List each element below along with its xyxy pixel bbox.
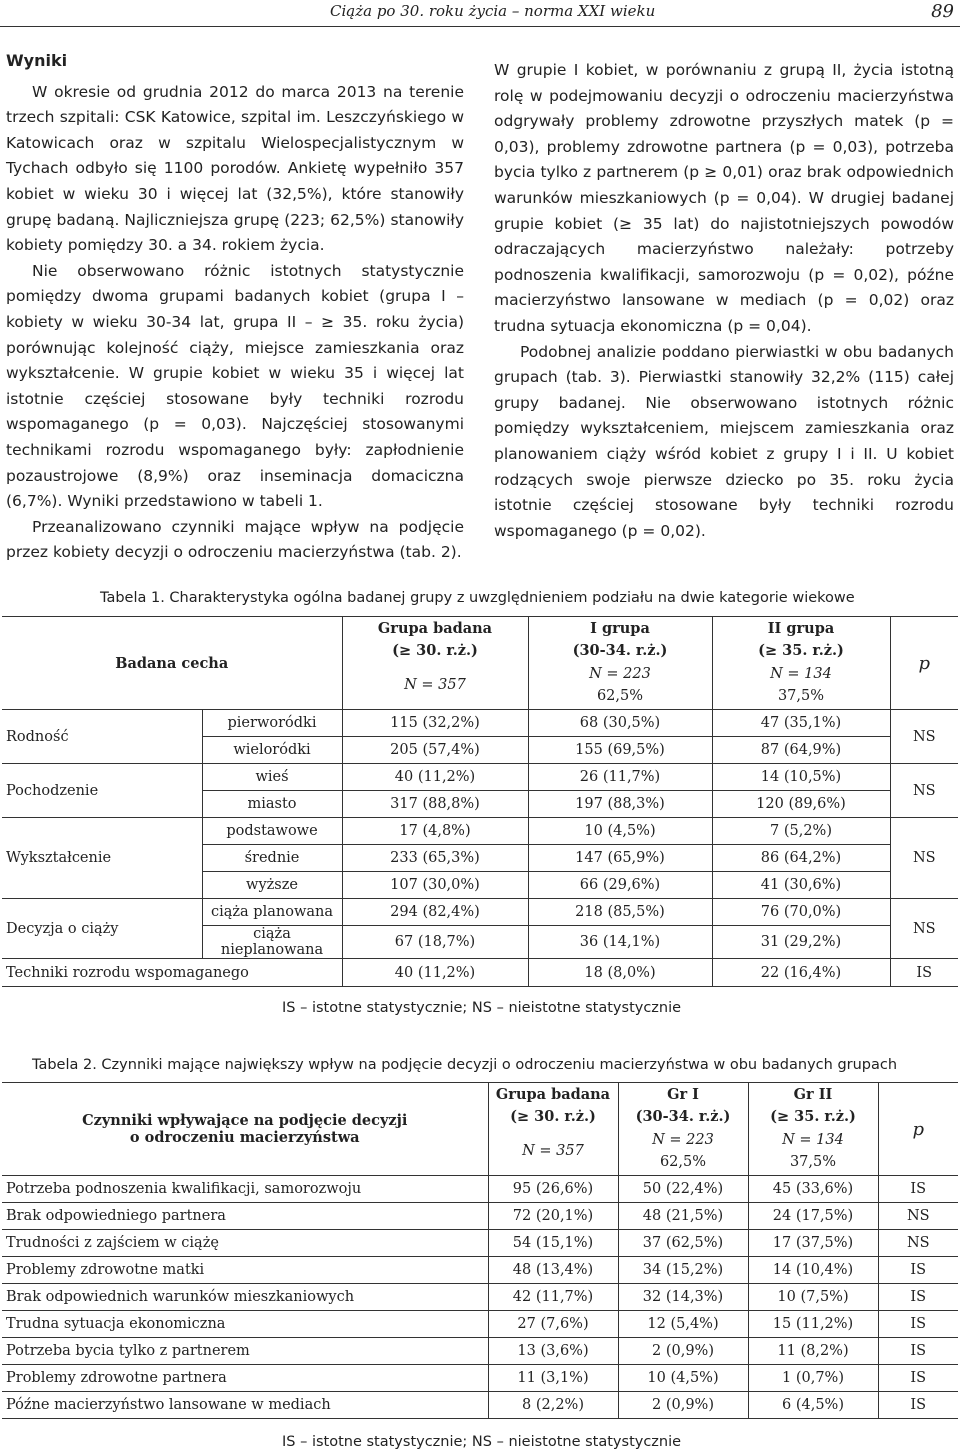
- g2-pct: 37,5%: [777, 688, 825, 704]
- sub-label: wyższe: [202, 872, 342, 899]
- row-label: Trudności z zajściem w ciążę: [2, 1230, 488, 1257]
- sub-label: miasto: [202, 791, 342, 818]
- cell: 120 (89,6%): [712, 791, 890, 818]
- p-cell: NS: [890, 710, 958, 764]
- paragraph: Nie obserwowano różnic istotnych statystycznie pomiędzy dwoma grupami badanych kobiet (grupa I – kobiety w wieku 30-34 lat, grupa II – ≥ 35. roku życia) porównując kolejność ciąży, miejsce zamieszkania oraz wykształcenie. W grupie kobiet w wieku 35 i więcej lat istotnie częściej stosowane były techniki rozrodu wspomaganego (p = 0,03). Najczęściej stosowanymi technikami rozrodu wspomaganego były: zapłodnienie pozaustrojowe (8,9%) oraz inseminacja domaciczna (6,7%). Wyniki przedstawiono w tabeli 1.: [6, 261, 464, 511]
- g1-pct: 62,5%: [659, 1154, 707, 1170]
- table1-header-row: [2, 617, 958, 640]
- section-title: Wyniki: [6, 51, 68, 70]
- g1-n: N = 223: [589, 666, 651, 682]
- col-header-all: Grupa badana: [342, 617, 528, 640]
- cell: 76 (70,0%): [712, 899, 890, 926]
- table-row: [2, 959, 958, 987]
- cell: 68 (30,5%): [528, 710, 712, 737]
- sub-label: średnie: [202, 845, 342, 872]
- cell: 197 (88,3%): [528, 791, 712, 818]
- p-cell: IS: [878, 1311, 958, 1338]
- cell: 50 (22,4%): [618, 1176, 748, 1203]
- col-header-feature: Badana cecha: [2, 617, 342, 710]
- cell: 14 (10,4%): [748, 1257, 878, 1284]
- col-header-g2-n: [748, 1127, 878, 1176]
- cell: 72 (20,1%): [488, 1203, 618, 1230]
- cell: 40 (11,2%): [342, 959, 528, 987]
- p-cell: NS: [878, 1230, 958, 1257]
- cell: 18 (8,0%): [528, 959, 712, 987]
- p-cell: IS: [878, 1338, 958, 1365]
- col-header-g2-n: [712, 661, 890, 710]
- p-cell: NS: [890, 818, 958, 899]
- table-row: [2, 818, 958, 845]
- row-label: Problemy zdrowotne partnera: [2, 1365, 488, 1392]
- cell: 31 (29,2%): [712, 926, 890, 959]
- cell: 87 (64,9%): [712, 737, 890, 764]
- cell: 10 (4,5%): [528, 818, 712, 845]
- table-row: [2, 764, 958, 791]
- col-header-all-n: N = 357: [488, 1127, 618, 1176]
- g2-pct: 37,5%: [789, 1154, 837, 1170]
- table-row: [2, 1230, 958, 1257]
- row-label: Brak odpowiednich warunków mieszkaniowych: [2, 1284, 488, 1311]
- cell: 10 (4,5%): [618, 1365, 748, 1392]
- cell: 26 (11,7%): [528, 764, 712, 791]
- col-header-g2: Gr II: [748, 1083, 878, 1106]
- cell: 47 (35,1%): [712, 710, 890, 737]
- cell: 24 (17,5%): [748, 1203, 878, 1230]
- cell: 66 (29,6%): [528, 872, 712, 899]
- table-row: [2, 1365, 958, 1392]
- p-cell: IS: [890, 959, 958, 987]
- sub-label: ciąża nieplanowana: [202, 926, 342, 959]
- p-cell: NS: [890, 899, 958, 959]
- row-label: Trudna sytuacja ekonomiczna: [2, 1311, 488, 1338]
- group-label: Rodność: [2, 710, 202, 764]
- table-row: [2, 1203, 958, 1230]
- row-label: Brak odpowiedniego partnera: [2, 1203, 488, 1230]
- sub-label: podstawowe: [202, 818, 342, 845]
- table-row: [2, 1176, 958, 1203]
- cell: 107 (30,0%): [342, 872, 528, 899]
- col-header-all-age: (≥ 30. r.ż.): [488, 1105, 618, 1127]
- cell: 48 (21,5%): [618, 1203, 748, 1230]
- cell: 32 (14,3%): [618, 1284, 748, 1311]
- paragraph: W grupie I kobiet, w porównaniu z grupą II, życia istotną rolę w podejmowaniu decyzji o odroczeniu macierzyństwa odgrywały problemy zdrowotne przyszłych matek (p = 0,03), problemy zdrowotne partnera (p = 0,03), potrzeba bycia tylko z partnerem (p ≥ 0,01) oraz brak odpowiednich warunków mieszkaniowych (p = 0,04). W drugiej badanej grupie kobiet (≥ 35 lat) do najistotniejszych powodów odraczających macierzyństwo należały: potrzeby podnoszenia kwalifikacji, samorozwoju (p = 0,02), późne macierzyństwo lansowane w mediach (p = 0,02) oraz trudna sytuacja ekonomiczna (p = 0,04).: [494, 61, 954, 335]
- table1-caption: Tabela 1. Charakterystyka ogólna badanej grupy z uwzględnieniem podziału na dwie kategorie wiekowe: [100, 590, 855, 606]
- p-cell: IS: [878, 1284, 958, 1311]
- table1: [2, 616, 958, 987]
- cell: 11 (8,2%): [748, 1338, 878, 1365]
- table-row: [2, 1338, 958, 1365]
- cell: 95 (26,6%): [488, 1176, 618, 1203]
- row-label: Problemy zdrowotne matki: [2, 1257, 488, 1284]
- table2-caption: Tabela 2. Czynniki mające największy wpływ na podjęcie decyzji o odroczeniu macierzyństwa w obu badanych grupach: [32, 1057, 898, 1073]
- group-label: Pochodzenie: [2, 764, 202, 818]
- p-cell: IS: [878, 1176, 958, 1203]
- paragraph: Przeanalizowano czynniki mające wpływ na podjęcie przez kobiety decyzji o odroczeniu macierzyństwa (tab. 2).: [6, 517, 464, 562]
- table2-body: [2, 1176, 958, 1419]
- group-label: Decyzja o ciąży: [2, 899, 202, 959]
- sub-label: ciąża planowana: [202, 899, 342, 926]
- table1-note: IS – istotne statystycznie; NS – nieistotne statystycznie: [282, 1000, 682, 1016]
- cell: 22 (16,4%): [712, 959, 890, 987]
- cell: 2 (0,9%): [618, 1392, 748, 1419]
- row-label: Późne macierzyństwo lansowane w mediach: [2, 1392, 488, 1419]
- cell: 115 (32,2%): [342, 710, 528, 737]
- col-header-g1: I grupa: [528, 617, 712, 640]
- g2-n: N = 134: [782, 1132, 844, 1148]
- row-label: Techniki rozrodu wspomaganego: [2, 959, 342, 987]
- paragraph: W okresie od grudnia 2012 do marca 2013 na terenie trzech szpitali: CSK Katowice, szpital im. Leszczyńskiego w Katowicach oraz w szpitalu Wielospecjalistycznym w Tychach odbyło się 1100 porodów. Ankietę wypełniło 357 kobiet w wieku 30 i więcej lat (32,5%), które stanowiły grupę badaną. Najliczniejsza grupę (223; 62,5%) stanowiły kobiety pomiędzy 30. a 34. rokiem życia.: [6, 82, 464, 255]
- cell: 8 (2,2%): [488, 1392, 618, 1419]
- col-header-g2: II grupa: [712, 617, 890, 640]
- g2-n: N = 134: [770, 666, 832, 682]
- col-header-p: p: [890, 617, 958, 710]
- cell: 34 (15,2%): [618, 1257, 748, 1284]
- sub-label: wieś: [202, 764, 342, 791]
- g1-pct: 62,5%: [596, 688, 644, 704]
- col-header-all-n: N = 357: [342, 661, 528, 710]
- col-header-g1: Gr I: [618, 1083, 748, 1106]
- cell: 205 (57,4%): [342, 737, 528, 764]
- table-row: [2, 899, 958, 926]
- table-row: [2, 1311, 958, 1338]
- cell: 12 (5,4%): [618, 1311, 748, 1338]
- col-header-g1-age: (30-34. r.ż.): [618, 1105, 748, 1127]
- col-header-g2-age: (≥ 35. r.ż.): [712, 639, 890, 661]
- col-header-g1-n: [618, 1127, 748, 1176]
- page-number: 89: [931, 1, 954, 22]
- col-header-p: p: [878, 1083, 958, 1176]
- p-cell: IS: [878, 1365, 958, 1392]
- cell: 17 (4,8%): [342, 818, 528, 845]
- cell: 155 (69,5%): [528, 737, 712, 764]
- cell: 41 (30,6%): [712, 872, 890, 899]
- cell: 54 (15,1%): [488, 1230, 618, 1257]
- sub-label: wieloródki: [202, 737, 342, 764]
- cell: 11 (3,1%): [488, 1365, 618, 1392]
- cell: 1 (0,7%): [748, 1365, 878, 1392]
- cell: 36 (14,1%): [528, 926, 712, 959]
- cell: 218 (85,5%): [528, 899, 712, 926]
- cell: 37 (62,5%): [618, 1230, 748, 1257]
- cell: 13 (3,6%): [488, 1338, 618, 1365]
- cell: 67 (18,7%): [342, 926, 528, 959]
- cell: 42 (11,7%): [488, 1284, 618, 1311]
- table-row: [2, 1392, 958, 1419]
- table-row: [2, 1284, 958, 1311]
- cell: 27 (7,6%): [488, 1311, 618, 1338]
- table-row: [2, 710, 958, 737]
- factor-header-line2: o odroczeniu macierzyństwa: [129, 1129, 360, 1146]
- col-header-all-age: (≥ 30. r.ż.): [342, 639, 528, 661]
- col-header-g1-age: (30-34. r.ż.): [528, 639, 712, 661]
- cell: 14 (10,5%): [712, 764, 890, 791]
- row-label: Potrzeba bycia tylko z partnerem: [2, 1338, 488, 1365]
- table-row: [2, 1257, 958, 1284]
- row-label: Potrzeba podnoszenia kwalifikacji, samorozwoju: [2, 1176, 488, 1203]
- cell: 6 (4,5%): [748, 1392, 878, 1419]
- cell: 147 (65,9%): [528, 845, 712, 872]
- left-column: [6, 48, 464, 566]
- cell: 86 (64,2%): [712, 845, 890, 872]
- table2: [2, 1082, 958, 1419]
- sub-label: pierworódki: [202, 710, 342, 737]
- table2-header-row: [2, 1083, 958, 1106]
- col-header-g2-age: (≥ 35. r.ż.): [748, 1105, 878, 1127]
- right-column: [494, 58, 954, 544]
- cell: 317 (88,8%): [342, 791, 528, 818]
- cell: 7 (5,2%): [712, 818, 890, 845]
- table2-note: IS – istotne statystycznie; NS – nieistotne statystycznie: [282, 1434, 682, 1450]
- group-label: Wykształcenie: [2, 818, 202, 899]
- cell: 2 (0,9%): [618, 1338, 748, 1365]
- cell: 10 (7,5%): [748, 1284, 878, 1311]
- cell: 48 (13,4%): [488, 1257, 618, 1284]
- cell: 17 (37,5%): [748, 1230, 878, 1257]
- running-title: Ciąża po 30. roku życia – norma XXI wieku: [330, 2, 656, 20]
- factor-header-line1: Czynniki wpływające na podjęcie decyzji: [82, 1112, 408, 1129]
- cell: 40 (11,2%): [342, 764, 528, 791]
- p-cell: NS: [890, 764, 958, 818]
- g1-n: N = 223: [652, 1132, 714, 1148]
- col-header-factor: [2, 1083, 488, 1176]
- col-header-g1-n: [528, 661, 712, 710]
- col-header-all: Grupa badana: [488, 1083, 618, 1106]
- cell: 233 (65,3%): [342, 845, 528, 872]
- p-cell: IS: [878, 1257, 958, 1284]
- p-cell: NS: [878, 1203, 958, 1230]
- paragraph: Podobnej analizie poddano pierwiastki w obu badanych grupach (tab. 3). Pierwiastki stanowiły 32,2% (115) całej grupy badanej. Nie obserwowano istotnych różnic pomiędzy wykształceniem, miejscem zamieszkania oraz planowaniem ciąży wśród kobiet z grupy I i II. U kobiet rodzących swoje pierwsze dziecko po 35. roku życia istotnie częściej stosowane były techniki rozrodu wspomaganego (p = 0,02).: [494, 342, 954, 540]
- running-header: [0, 0, 960, 27]
- cell: 15 (11,2%): [748, 1311, 878, 1338]
- cell: 294 (82,4%): [342, 899, 528, 926]
- cell: 45 (33,6%): [748, 1176, 878, 1203]
- p-cell: IS: [878, 1392, 958, 1419]
